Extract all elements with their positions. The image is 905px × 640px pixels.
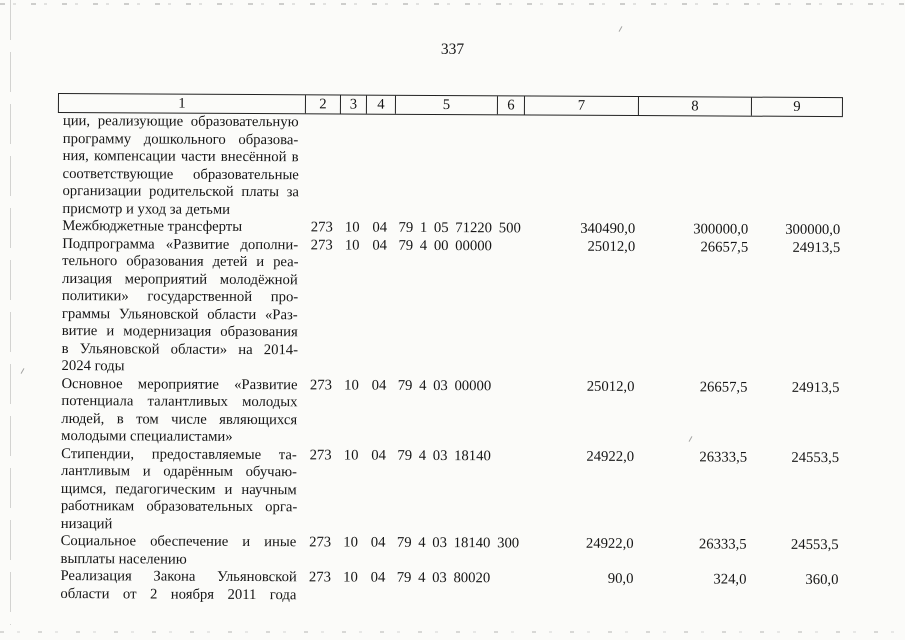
cell-col-9: 24553,5 bbox=[790, 536, 839, 554]
description-cell bbox=[56, 445, 303, 534]
cell-col-3: 10 bbox=[344, 237, 360, 254]
description-line: Подпрограмма «Развитие дополни- bbox=[62, 235, 299, 253]
description-line: потенциала талантливых молодых bbox=[61, 393, 298, 411]
table-row bbox=[56, 533, 841, 572]
cell-col-3: 10 bbox=[343, 447, 359, 464]
description-line: щимся, педагогическим и научным bbox=[60, 480, 297, 498]
cell-col-4: 04 bbox=[370, 569, 386, 586]
description-line: Межбюджетные трансферты bbox=[62, 218, 243, 235]
cell-col-2: 273 bbox=[309, 376, 333, 393]
cell-col-9: 300000,0 bbox=[785, 221, 841, 239]
description-line: Основное мероприятие «Развитие bbox=[61, 375, 298, 393]
cell-col-7: 90,0 bbox=[607, 570, 634, 588]
cell-col-3: 10 bbox=[343, 534, 359, 551]
cell-col-5: 79 4 03 80020 bbox=[396, 569, 491, 587]
description-line: низаций bbox=[60, 515, 113, 532]
cell-col-8: 26333,5 bbox=[699, 448, 748, 466]
cell-col-5: 79 1 05 71220 bbox=[398, 219, 493, 237]
description-line: Реализация Закона Ульяновской bbox=[60, 568, 297, 586]
description-line: работникам образовательных орга- bbox=[60, 498, 298, 516]
cell-col-7: 25012,0 bbox=[586, 378, 635, 395]
cell-col-4: 04 bbox=[370, 534, 386, 551]
cell-col-4: 04 bbox=[371, 377, 387, 394]
scan-mark bbox=[619, 26, 623, 32]
description-line: ции, реализующие образовательную bbox=[62, 113, 299, 131]
table-row bbox=[57, 235, 843, 379]
scan-edge-bottom bbox=[0, 631, 905, 633]
cell-col-8: 324,0 bbox=[713, 571, 747, 588]
table-row bbox=[56, 375, 841, 449]
cell-col-2: 273 bbox=[308, 569, 332, 586]
description-cell bbox=[57, 113, 305, 219]
table-body bbox=[55, 113, 843, 607]
description-line: Стипендии, предоставляемые та- bbox=[61, 445, 297, 463]
header-cell-8: 8 bbox=[638, 97, 751, 116]
cell-col-7: 25012,0 bbox=[587, 238, 636, 255]
cell-col-5: 79 4 03 18140 bbox=[396, 534, 491, 552]
scan-mark bbox=[21, 368, 25, 374]
header-cell-1: 1 bbox=[178, 95, 186, 112]
description-line: Социальное обеспечение и иные bbox=[60, 533, 297, 551]
cell-col-9: 24553,5 bbox=[791, 449, 840, 466]
scan-edge-top bbox=[0, 3, 905, 5]
description-cell bbox=[55, 568, 302, 604]
header-cell-2: 2 bbox=[305, 95, 340, 113]
description-line: организации родительской платы за bbox=[62, 183, 300, 201]
description-line: лизация мероприятий молодёжной bbox=[61, 270, 298, 288]
cell-col-4: 04 bbox=[372, 219, 388, 236]
cell-col-7 bbox=[524, 115, 638, 116]
description-cell bbox=[56, 533, 303, 569]
description-line: граммы Ульяновской области «Раз- bbox=[61, 305, 298, 323]
description-cell bbox=[56, 375, 303, 446]
description-line: ния, компенсации части внесённой в bbox=[62, 148, 299, 166]
cell-col-7: 24922,0 bbox=[586, 448, 635, 465]
description-cell bbox=[57, 218, 304, 237]
cell-col-2: 273 bbox=[310, 219, 333, 236]
cell-col-8 bbox=[638, 116, 751, 117]
header-cell-3: 3 bbox=[340, 95, 366, 113]
cell-col-7: 340490,0 bbox=[580, 220, 636, 238]
cell-col-6: 300 bbox=[497, 535, 520, 552]
header-cell-5: 5 bbox=[395, 96, 497, 115]
page-number: 337 bbox=[440, 41, 465, 58]
cell-col-7: 24922,0 bbox=[585, 535, 634, 553]
table-row bbox=[56, 445, 841, 537]
description-line: витие и модернизация образования bbox=[61, 323, 298, 341]
cell-col-4: 04 bbox=[372, 237, 388, 254]
header-cell-9: 9 bbox=[751, 98, 842, 116]
cell-col-4: 04 bbox=[371, 447, 386, 464]
header-cell-7: 7 bbox=[524, 96, 638, 115]
cell-col-2: 273 bbox=[309, 446, 332, 463]
header-cell-4: 4 bbox=[366, 96, 395, 114]
table-row bbox=[57, 113, 843, 222]
cell-col-8: 300000,0 bbox=[693, 221, 749, 238]
cell-col-5 bbox=[395, 115, 497, 116]
table-row bbox=[55, 568, 840, 607]
cell-col-6: 500 bbox=[498, 220, 521, 237]
description-line: 2024 годы bbox=[61, 358, 125, 375]
description-line: выплаты населению bbox=[60, 550, 187, 568]
cell-col-5: 79 4 00 00000 bbox=[398, 237, 492, 254]
cell-col-8: 26657,5 bbox=[700, 238, 749, 256]
cell-col-8: 26657,5 bbox=[699, 378, 748, 396]
description-line: лантливым и одарённым обучаю- bbox=[60, 463, 298, 481]
description-line: программу дошкольного образова- bbox=[62, 130, 299, 148]
description-line: людей, в том числе являющихся bbox=[61, 410, 298, 428]
cell-col-3: 10 bbox=[343, 569, 358, 586]
budget-table bbox=[55, 93, 843, 607]
cell-col-5: 79 4 03 00000 bbox=[397, 377, 492, 394]
scan-edge-left bbox=[10, 0, 11, 625]
description-line: соответствующие образовательные bbox=[62, 165, 299, 183]
cell-col-8: 26333,5 bbox=[698, 536, 747, 553]
cell-col-3: 10 bbox=[344, 377, 359, 394]
description-line: присмотр и уход за детьми bbox=[62, 200, 231, 218]
header-cell-6: 6 bbox=[497, 96, 524, 114]
description-cell bbox=[57, 235, 305, 376]
description-line: молодыми специалистами» bbox=[61, 428, 233, 445]
cell-col-5: 79 4 03 18140 bbox=[397, 447, 491, 464]
description-line: в Ульяновской области» на 2014- bbox=[61, 340, 299, 358]
cell-col-9: 24913,5 bbox=[791, 379, 840, 396]
description-line: политики» государственной про- bbox=[61, 288, 299, 306]
cell-col-2: 273 bbox=[309, 534, 332, 551]
cell-col-2: 273 bbox=[310, 236, 333, 253]
cell-col-9: 24913,5 bbox=[792, 239, 841, 256]
cell-col-9: 360,0 bbox=[805, 571, 839, 589]
cell-col-3: 10 bbox=[344, 219, 360, 236]
description-line: области от 2 ноября 2011 года bbox=[60, 585, 297, 603]
description-line: тельного образования детей и реа- bbox=[62, 253, 299, 271]
